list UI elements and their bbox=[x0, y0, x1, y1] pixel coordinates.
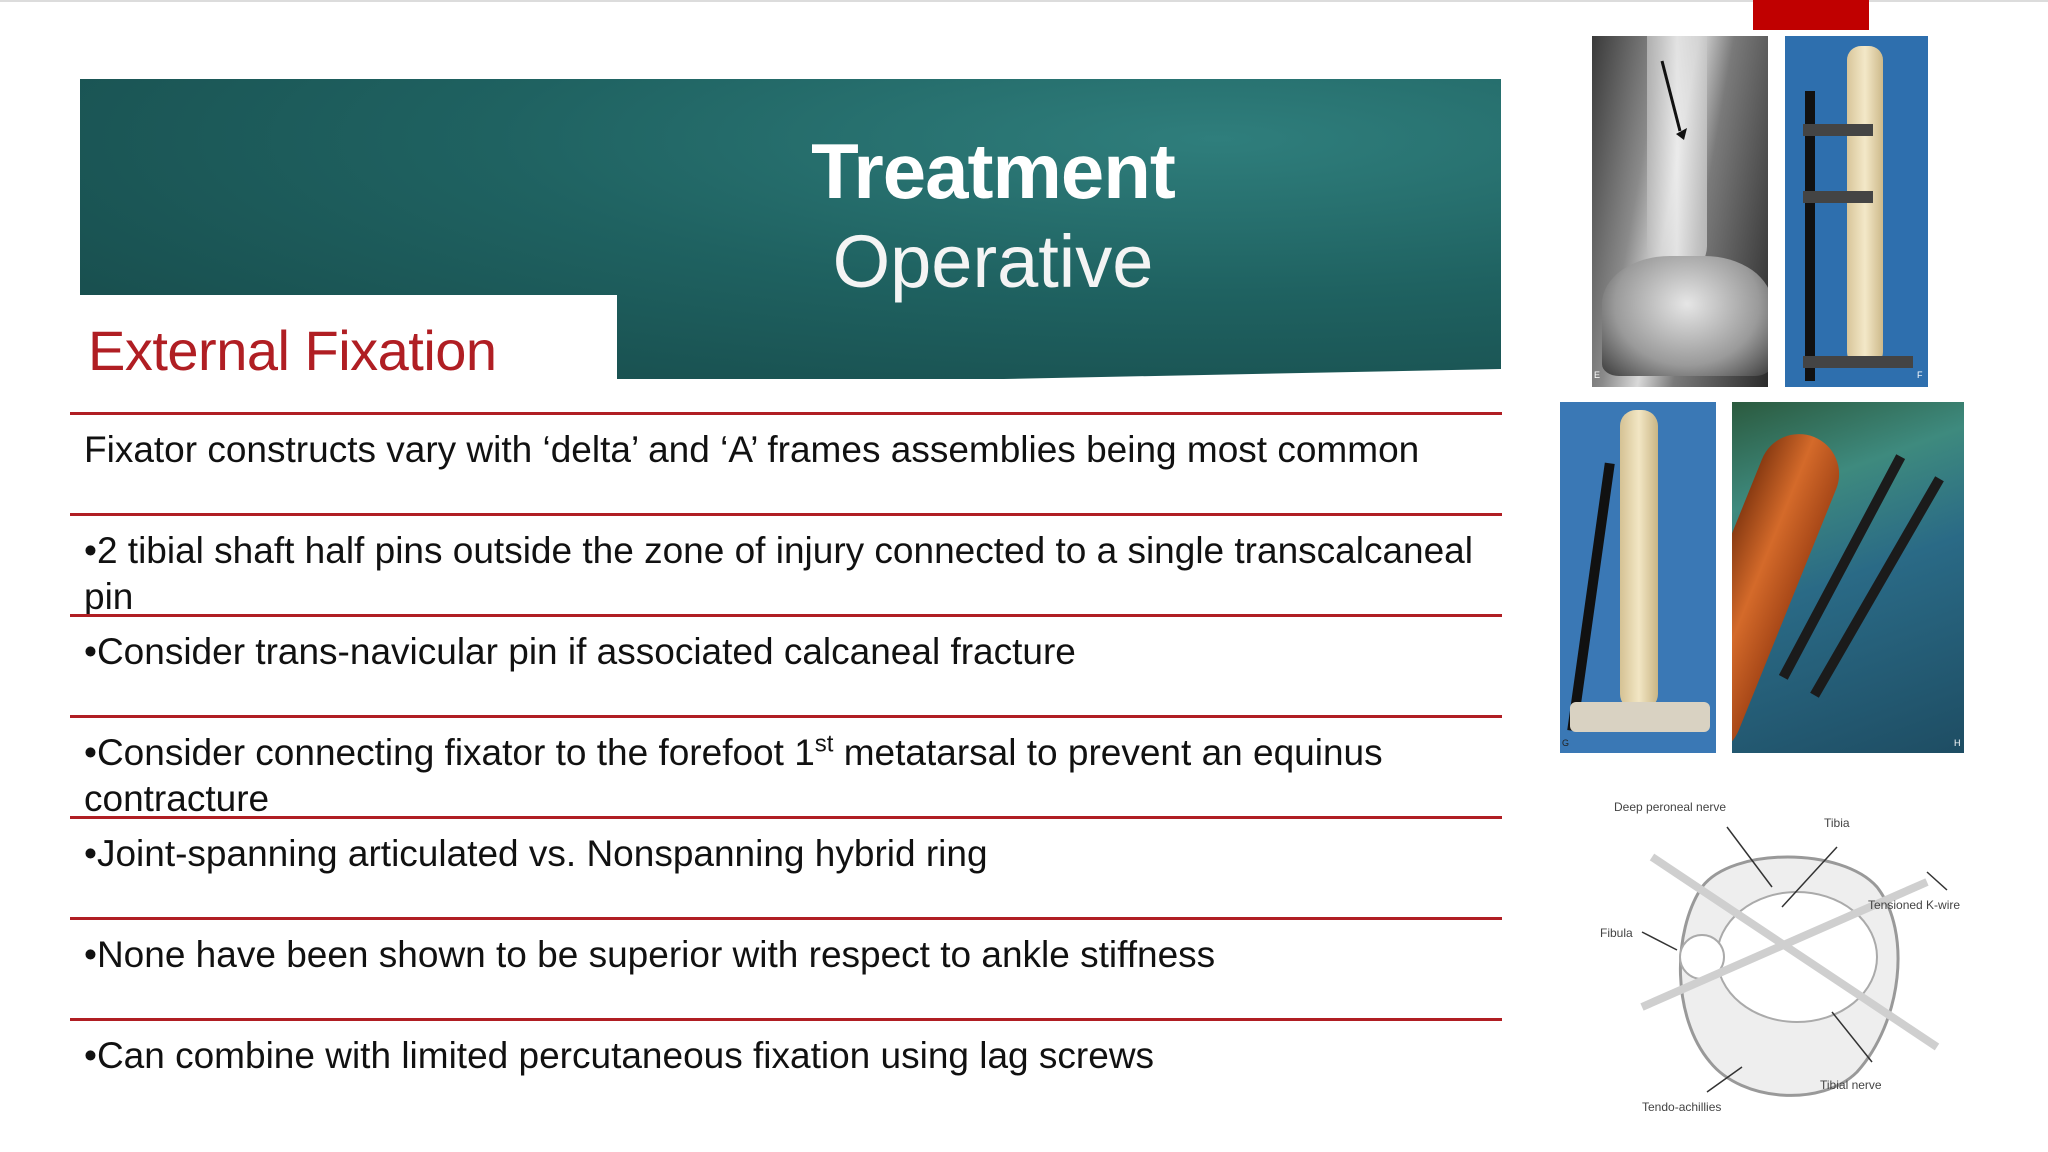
panel-letter: E bbox=[1594, 370, 1601, 380]
xray-image bbox=[1592, 36, 1768, 387]
panel-letter: F bbox=[1917, 370, 1923, 380]
row-text-pre: •Consider connecting fixator to the forefoot 1 bbox=[84, 732, 815, 773]
row-text: •2 tibial shaft half pins outside the zone of injury connected to a single transcalcaneal pin bbox=[84, 530, 1473, 617]
row-text: •Consider trans-navicular pin if associated calcaneal fracture bbox=[84, 631, 1076, 672]
fixator-bar bbox=[1567, 463, 1614, 732]
foot-base bbox=[1570, 702, 1710, 732]
row-text: Fixator constructs vary with ‘delta’ and ‘A’ frames assemblies being most common bbox=[84, 429, 1420, 470]
top-border-line bbox=[0, 0, 2048, 2]
label-tibial-nerve: Tibial nerve bbox=[1820, 1078, 1882, 1092]
clinical-photo bbox=[1732, 402, 1964, 753]
row-text: •Joint-spanning articulated vs. Nonspanning hybrid ring bbox=[84, 833, 988, 874]
row-text: •Can combine with limited percutaneous fixation using lag screws bbox=[84, 1035, 1155, 1076]
row-text-post: metatarsal to prevent an equinus contracture bbox=[84, 732, 1383, 819]
label-fibula: Fibula bbox=[1600, 926, 1633, 940]
fixator-clamp bbox=[1803, 356, 1913, 368]
label-tensioned-k-wire: Tensioned K-wire bbox=[1868, 898, 1961, 912]
table-row bbox=[70, 1018, 1502, 1119]
table-row bbox=[70, 513, 1502, 617]
slide-title: Treatment bbox=[811, 127, 1175, 215]
row-text-sup: st bbox=[814, 730, 834, 758]
fixator-model-image-2 bbox=[1560, 402, 1716, 753]
panel-letter: H bbox=[1954, 738, 1961, 748]
fixator-model-image-1 bbox=[1785, 36, 1928, 387]
xray-arrow-icon bbox=[1592, 36, 1768, 387]
cross-section-diagram bbox=[1592, 792, 1982, 1122]
table-row bbox=[70, 917, 1502, 1018]
label-tibia: Tibia bbox=[1824, 816, 1850, 830]
fixator-clamp bbox=[1803, 124, 1873, 136]
red-corner-tab bbox=[1753, 0, 1869, 30]
table-row bbox=[70, 412, 1502, 513]
table-row bbox=[70, 614, 1502, 715]
label-deep-peroneal-nerve: Deep peroneal nerve bbox=[1614, 800, 1727, 814]
bullet-table bbox=[70, 412, 1502, 1119]
slide-subtitle: Operative bbox=[832, 220, 1154, 303]
row-text: •None have been shown to be superior with respect to ankle stiffness bbox=[84, 934, 1216, 975]
table-row bbox=[70, 816, 1502, 917]
label-tendo-achillies: Tendo-achillies bbox=[1642, 1100, 1722, 1114]
table-row bbox=[70, 715, 1502, 819]
section-heading: External Fixation bbox=[88, 319, 497, 382]
bone-model bbox=[1620, 410, 1658, 710]
fixator-clamp bbox=[1803, 191, 1873, 203]
panel-letter: G bbox=[1562, 738, 1570, 748]
bone-model bbox=[1847, 46, 1883, 366]
cross-section-drawing bbox=[1592, 792, 1982, 1122]
